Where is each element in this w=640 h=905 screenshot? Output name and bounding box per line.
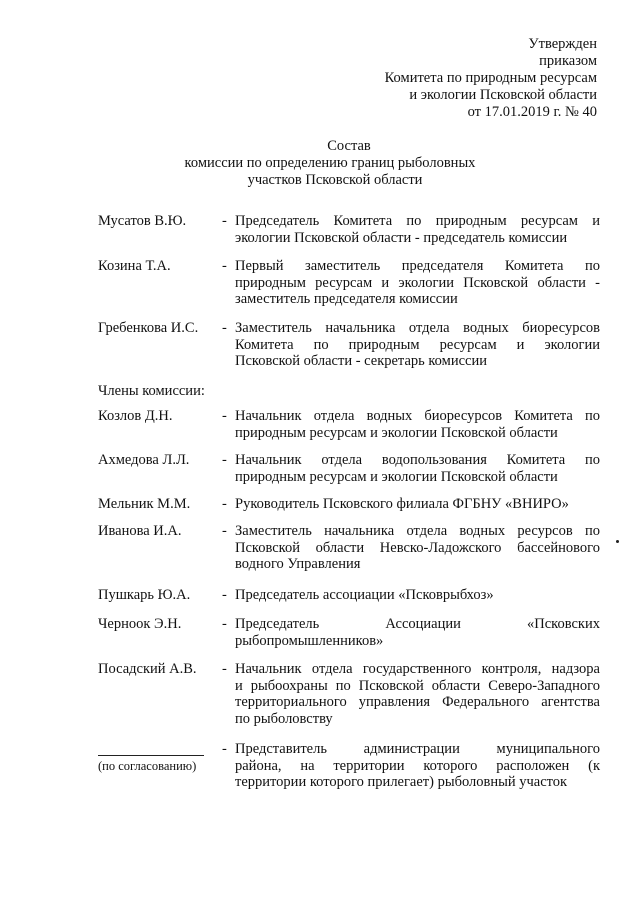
role-line: заместитель председателя комиссии xyxy=(235,291,458,307)
members-heading: Члены комиссии: xyxy=(98,383,205,399)
title-line: комиссии по определению границ рыболовных xyxy=(184,155,476,171)
member-name: Пушкарь Ю.А. xyxy=(98,587,191,603)
role-line: Начальник отдела водных биоресурсов Комитета по xyxy=(235,408,600,424)
role-line: Председатель Комитета по природным ресурсам и xyxy=(235,213,600,229)
scan-speck xyxy=(616,540,619,543)
role-line: территории которого прилегает) рыболовный участок xyxy=(235,774,568,790)
document-title xyxy=(0,138,640,189)
member-name: Козина Т.А. xyxy=(98,258,171,274)
commission-row xyxy=(98,258,600,308)
member-name: Ахмедова Л.Л. xyxy=(98,452,190,468)
approval-line: Утвержден xyxy=(528,36,597,52)
dash: - xyxy=(222,408,227,424)
role-line: Псковской области - секретарь комиссии xyxy=(235,353,487,369)
role-line: природным ресурсам и экологии Псковской области xyxy=(235,424,558,441)
dash: - xyxy=(222,661,227,677)
commission-row xyxy=(98,587,600,604)
commission-row xyxy=(98,213,600,246)
commission-row xyxy=(98,452,600,485)
role-line: Председатель Ассоциации «Псковских xyxy=(235,616,600,632)
commission-row xyxy=(98,523,600,573)
member-role xyxy=(235,496,600,513)
role-line: Псковской области Невско-Ладожского бассейнового xyxy=(235,539,600,556)
role-line: Первый заместитель председателя Комитета по xyxy=(235,258,600,274)
dash: - xyxy=(222,496,227,512)
member-role xyxy=(235,587,600,604)
dash: - xyxy=(222,320,227,336)
approval-line: от 17.01.2019 г. № 40 xyxy=(467,104,597,120)
commission-row xyxy=(98,741,600,791)
member-name: Иванова И.А. xyxy=(98,523,182,539)
member-role xyxy=(235,661,600,727)
member-name: Козлов Д.Н. xyxy=(98,408,173,424)
commission-row xyxy=(98,496,600,513)
approval-line: и экологии Псковской области xyxy=(409,87,597,103)
dash: - xyxy=(222,587,227,603)
approval-stamp xyxy=(385,36,597,121)
role-line: района, на территории которого расположен (к xyxy=(235,757,600,774)
role-line: экологии Псковской области - председатель комиссии xyxy=(235,229,568,246)
commission-row xyxy=(98,408,600,441)
member-name: Посадский А.В. xyxy=(98,661,197,677)
member-role xyxy=(235,523,600,573)
dash: - xyxy=(222,213,227,229)
role-line: природным ресурсам и экологии Псковской области - xyxy=(235,274,600,291)
role-line: Руководитель Псковского филиала ФГБНУ «ВНИРО» xyxy=(235,496,569,512)
role-line: по рыболовству xyxy=(235,710,333,727)
role-line: рыбопромышленников» xyxy=(235,632,384,649)
role-line: Начальник отдела водопользования Комитета по xyxy=(235,452,600,468)
role-line: территориального управления Федерального агентства xyxy=(235,694,600,710)
dash: - xyxy=(222,616,227,632)
member-name: Мусатов В.Ю. xyxy=(98,213,187,229)
member-role xyxy=(235,452,600,485)
member-role xyxy=(235,741,600,791)
commission-row xyxy=(98,320,600,370)
approval-line: приказом xyxy=(539,53,597,69)
role-line: природным ресурсам и экологии Псковской области xyxy=(235,468,558,485)
commission-row xyxy=(98,661,600,727)
member-role xyxy=(235,408,600,441)
member-role xyxy=(235,320,600,370)
member-name: Мельник М.М. xyxy=(98,496,191,512)
role-line: Заместитель начальника отдела водных ресурсов по xyxy=(235,523,600,539)
dash: - xyxy=(222,741,227,757)
role-line: Заместитель начальника отдела водных биоресурсов xyxy=(235,320,600,336)
approval-line: Комитета по природным ресурсам xyxy=(384,70,597,86)
member-role xyxy=(235,258,600,308)
member-role xyxy=(235,213,600,246)
role-line: водного Управления xyxy=(235,556,361,572)
title-line: Состав xyxy=(327,138,371,154)
role-line: Председатель ассоциации «Псковрыбхоз» xyxy=(235,587,494,603)
role-line: Комитета по природным ресурсам и экологии xyxy=(235,336,600,353)
member-name: Гребенкова И.С. xyxy=(98,320,199,336)
dash: - xyxy=(222,523,227,539)
dash: - xyxy=(222,452,227,468)
signature-blank-line xyxy=(98,755,204,756)
name-note: (по согласованию) xyxy=(98,759,197,773)
member-name: Черноок Э.Н. xyxy=(98,616,182,632)
title-line: участков Псковской области xyxy=(247,172,423,188)
commission-row xyxy=(98,616,600,649)
role-line: Представитель администрации муниципального xyxy=(235,741,600,757)
role-line: и рыбоохраны по Псковской области Северо-Западного xyxy=(235,677,600,694)
member-role xyxy=(235,616,600,649)
role-line: Начальник отдела государственного контроля, надзора xyxy=(235,661,600,677)
dash: - xyxy=(222,258,227,274)
